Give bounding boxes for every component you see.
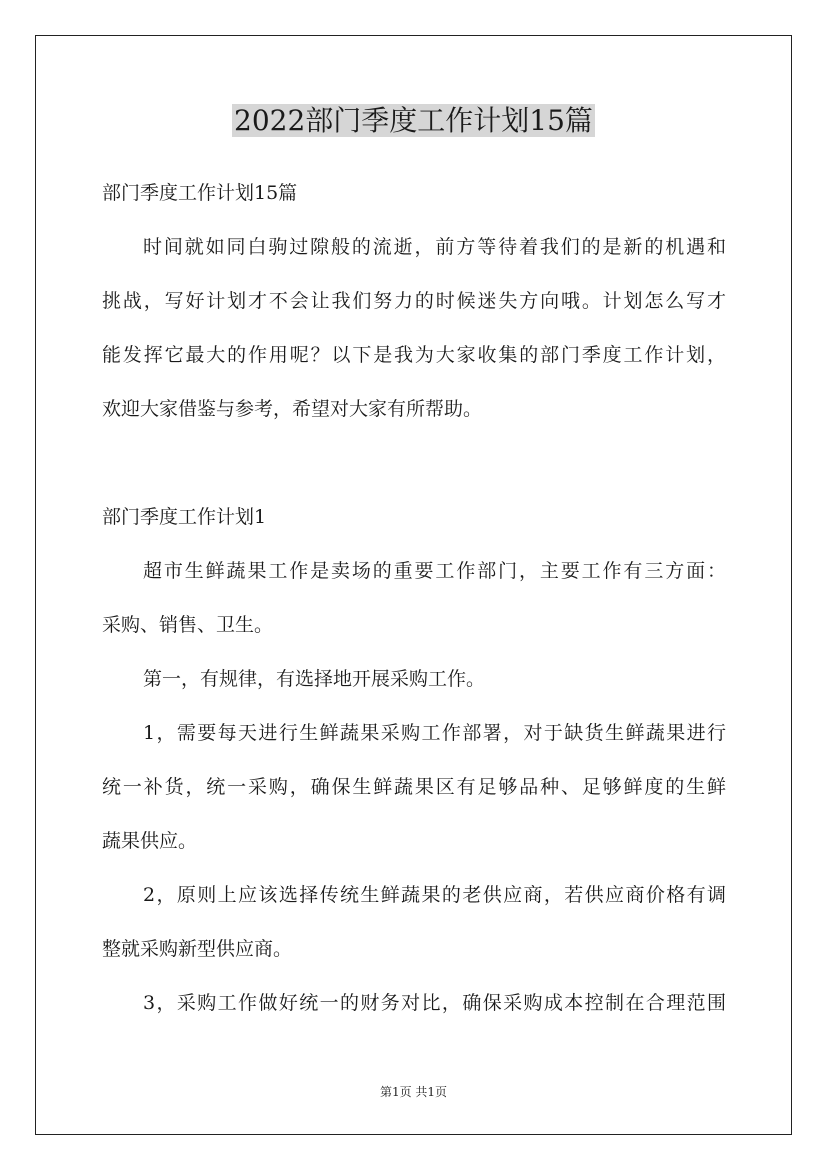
paragraph-line: 采购、销售、卫生。 <box>102 614 274 636</box>
paragraph-line: 第一，有规律，有选择地开展采购工作。 <box>143 668 486 690</box>
paragraph-line: 欢迎大家借鉴与参考，希望对大家有所帮助。 <box>102 398 483 420</box>
paragraph-line: 整就采购新型供应商。 <box>102 938 293 960</box>
paragraph-line: 蔬果供应。 <box>102 830 198 852</box>
paragraph-line: 统一补货，统一采购，确保生鲜蔬果区有足够品种、足够鲜度的生鲜 <box>102 776 726 798</box>
page-footer: 第1页 共1页 <box>379 1085 448 1099</box>
paragraph-line: 2，原则上应该选择传统生鲜蔬果的老供应商，若供应商价格有调 <box>143 884 726 906</box>
paragraph-line: 1，需要每天进行生鲜蔬果采购工作部署，对于缺货生鲜蔬果进行 <box>143 722 726 744</box>
section-heading: 部门季度工作计划1 <box>102 506 267 528</box>
paragraph-line: 挑战，写好计划才不会让我们努力的时候迷失方向哦。计划怎么写才 <box>102 290 726 312</box>
document-title-text: 2022部门季度工作计划15篇 <box>234 104 593 137</box>
document-title <box>0 101 827 141</box>
subtitle-line: 部门季度工作计划15篇 <box>102 182 298 204</box>
paragraph-line: 3，采购工作做好统一的财务对比，确保采购成本控制在合理范围 <box>143 992 726 1014</box>
paragraph-line: 超市生鲜蔬果工作是卖场的重要工作部门，主要工作有三方面： <box>143 560 726 582</box>
paragraph-line: 时间就如同白驹过隙般的流逝，前方等待着我们的是新的机遇和 <box>143 236 726 258</box>
paragraph-line: 能发挥它最大的作用呢？以下是我为大家收集的部门季度工作计划， <box>102 344 726 366</box>
